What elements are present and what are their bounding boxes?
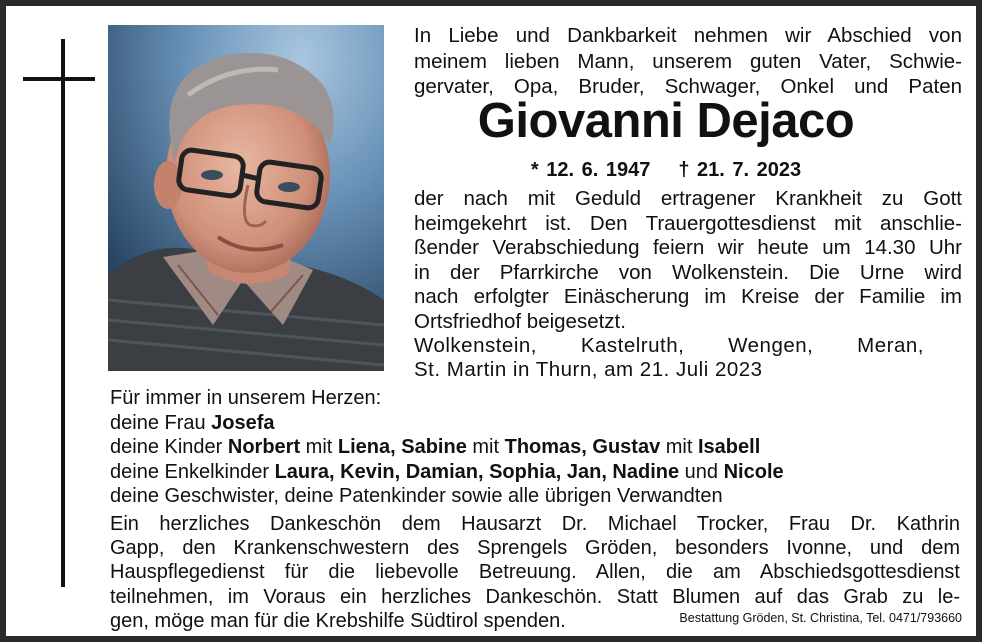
survivors-heading: Für immer in unserem Herzen: — [110, 387, 382, 409]
thanks-line: Ein herzliches Dankeschön dem Hausarzt Dr. Michael Trocker, Frau Dr. Kathrin — [110, 513, 960, 535]
connector-text: und — [679, 460, 724, 483]
thanks-line: Hauspflegedienst für die liebevolle Betreuung. Allen, die am Abschiedsgottesdienst — [110, 561, 960, 584]
description-line: nach erfolgter Einäscherung im Kreise der Familie im — [414, 285, 962, 309]
connector-text: mit — [300, 436, 338, 458]
child-partner-names: Liena, Sabine — [337, 436, 467, 458]
thanks-line: Gapp, den Krankenschwestern des Sprengels Gröden, besonders Ivonne, und dem — [110, 537, 960, 560]
grandchildren-prefix: deine Enkelkinder — [110, 460, 275, 483]
child-partner-names: Isabell — [698, 436, 761, 458]
undertaker-credit: Bestattung Gröden, St. Christina, Tel. 0471/793660 — [679, 611, 962, 625]
life-dates — [406, 157, 926, 183]
survivors-wife-line — [110, 411, 960, 436]
obituary-notice — [6, 6, 976, 636]
grandchild-last-name: Nicole — [723, 460, 784, 483]
connector-text: mit — [660, 436, 698, 458]
death-date: † 21. 7. 2023 — [678, 159, 802, 181]
intro-line: meinem lieben Mann, unserem guten Vater, Schwie- — [414, 49, 962, 73]
place-line: Wolkenstein, Kastelruth, Wengen, Meran, — [414, 334, 924, 357]
description-line: ßender Verabschiedung feiern wir heute um 14.30 Uhr — [414, 236, 962, 260]
wife-name: Josefa — [211, 411, 275, 434]
portrait-photo — [108, 25, 384, 371]
deceased-name: Giovanni Dejaco — [477, 94, 855, 148]
grandchildren-names: Laura, Kevin, Damian, Sophia, Jan, Nadine — [274, 460, 680, 483]
survivors-grandchildren-line — [110, 460, 960, 485]
survivors-others-line: deine Geschwister, deine Patenkinder sowie alle übrigen Verwandten — [110, 485, 723, 507]
cross-icon-horizontal — [23, 77, 95, 81]
thanks-line: gen, möge man für die Krebshilfe Südtirol spenden. — [110, 609, 566, 632]
description-line: heimgekehrt ist. Den Trauergottesdienst mit anschlie- — [414, 211, 962, 235]
description-line: in der Pfarrkirche von Wolkenstein. Die Urne wird — [414, 260, 962, 284]
intro-line: In Liebe und Dankbarkeit nehmen wir Abschied von — [414, 24, 962, 47]
intro-text — [414, 23, 962, 100]
description-line: Ortsfriedhof beigesetzt. — [414, 309, 626, 333]
place-line: St. Martin in Thurn, am 21. Juli 2023 — [414, 358, 763, 381]
cross-icon-vertical — [61, 39, 65, 587]
place-and-date — [414, 334, 924, 382]
description-line: der nach mit Geduld ertragener Krankheit zu Gott — [414, 187, 962, 210]
wife-prefix: deine Frau — [110, 411, 212, 434]
intro-line: gervater, Opa, Bruder, Schwager, Onkel und Paten — [414, 75, 962, 98]
connector-text: mit — [466, 436, 505, 458]
description-text — [414, 187, 962, 335]
thanks-line: teilnehmen, im Voraus ein herzliches Dankeschön. Statt Blumen auf das Grab zu le- — [110, 585, 960, 608]
children-prefix: deine Kinder — [110, 436, 228, 458]
birth-date: * 12. 6. 1947 — [530, 159, 651, 181]
child-partner-names: Thomas, Gustav — [504, 436, 661, 458]
survivors-children-line — [110, 435, 960, 460]
survivors-list — [110, 386, 960, 509]
child-name: Norbert — [227, 436, 301, 458]
